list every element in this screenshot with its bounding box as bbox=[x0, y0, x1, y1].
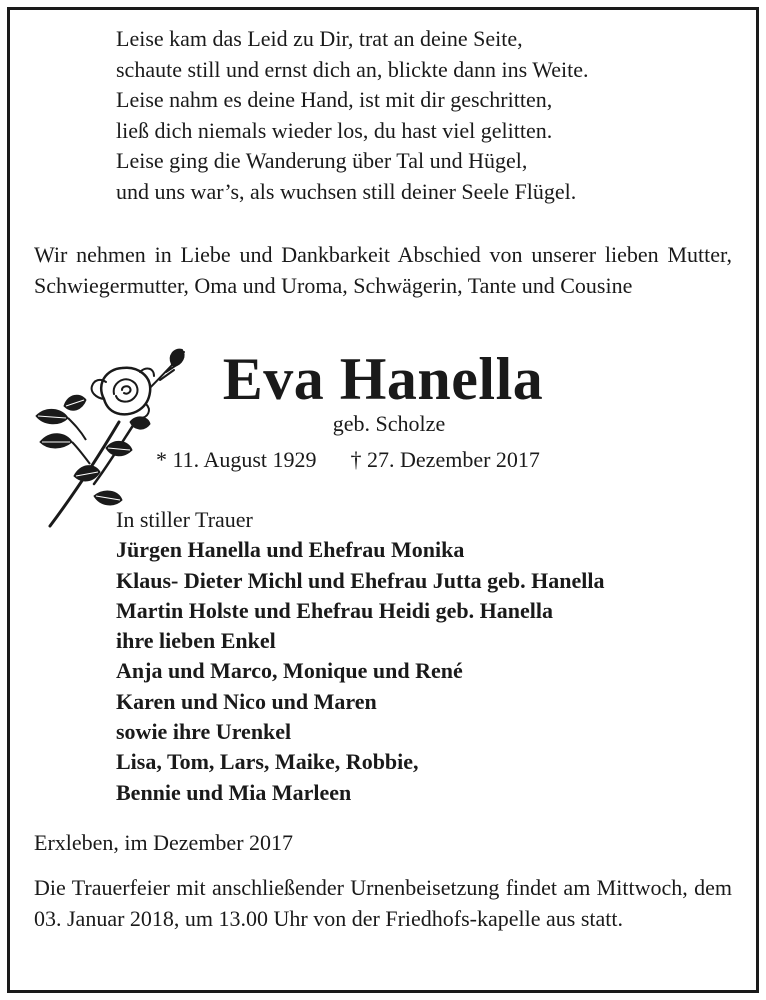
mourners-list bbox=[116, 505, 605, 808]
poem bbox=[116, 24, 589, 207]
mourner-line: Klaus- Dieter Michl und Ehefrau Jutta geb. Hanella bbox=[116, 567, 605, 593]
poem-line: Leise nahm es deine Hand, ist mit dir geschritten, bbox=[116, 87, 553, 112]
maiden-name: geb. Scholze bbox=[332, 411, 446, 436]
poem-line: Leise kam das Leid zu Dir, trat an deine Seite, bbox=[116, 26, 523, 51]
poem-line: ließ dich niemals wieder los, du hast viel gelitten. bbox=[116, 117, 553, 143]
place-date: Erxleben, im Dezember 2017 bbox=[34, 830, 294, 855]
death-date: † 27. Dezember 2017 bbox=[350, 447, 540, 472]
mourner-line: Jürgen Hanella und Ehefrau Monika bbox=[116, 537, 465, 563]
life-dates bbox=[156, 446, 540, 474]
deceased-name: Eva Hanella bbox=[222, 346, 544, 412]
poem-line: Leise ging die Wanderung über Tal und Hügel, bbox=[116, 148, 528, 173]
ceremony-info: Die Trauerfeier mit anschließender Urnenbeisetzung findet am Mittwoch, dem 03. Januar 2018, um 13.00 Uhr von der Friedhofs-kapelle aus statt. bbox=[34, 875, 732, 931]
mourner-line: Anja und Marco, Monique und René bbox=[116, 658, 463, 684]
farewell-intro: Wir nehmen in Liebe und Dankbarkeit Abschied von unserer lieben Mutter, Schwiegermutter, Oma und Uroma, Schwägerin, Tante und Cousine bbox=[34, 242, 732, 298]
mourner-line: ihre lieben Enkel bbox=[116, 628, 276, 654]
mourning-intro: In stiller Trauer bbox=[116, 507, 253, 532]
mourner-line: Bennie und Mia Marleen bbox=[116, 779, 352, 805]
birth-date: * 11. August 1929 bbox=[156, 447, 317, 472]
mourner-line: Martin Holste und Ehefrau Heidi geb. Hanella bbox=[116, 597, 553, 623]
poem-line: und uns war’s, als wuchsen still deiner Seele Flügel. bbox=[116, 178, 577, 204]
mourner-line: sowie ihre Urenkel bbox=[116, 719, 292, 745]
mourner-line: Lisa, Tom, Lars, Maike, Robbie, bbox=[116, 749, 419, 775]
poem-line: schaute still und ernst dich an, blickte dann ins Weite. bbox=[116, 56, 589, 82]
mourner-line: Karen und Nico und Maren bbox=[116, 688, 377, 714]
